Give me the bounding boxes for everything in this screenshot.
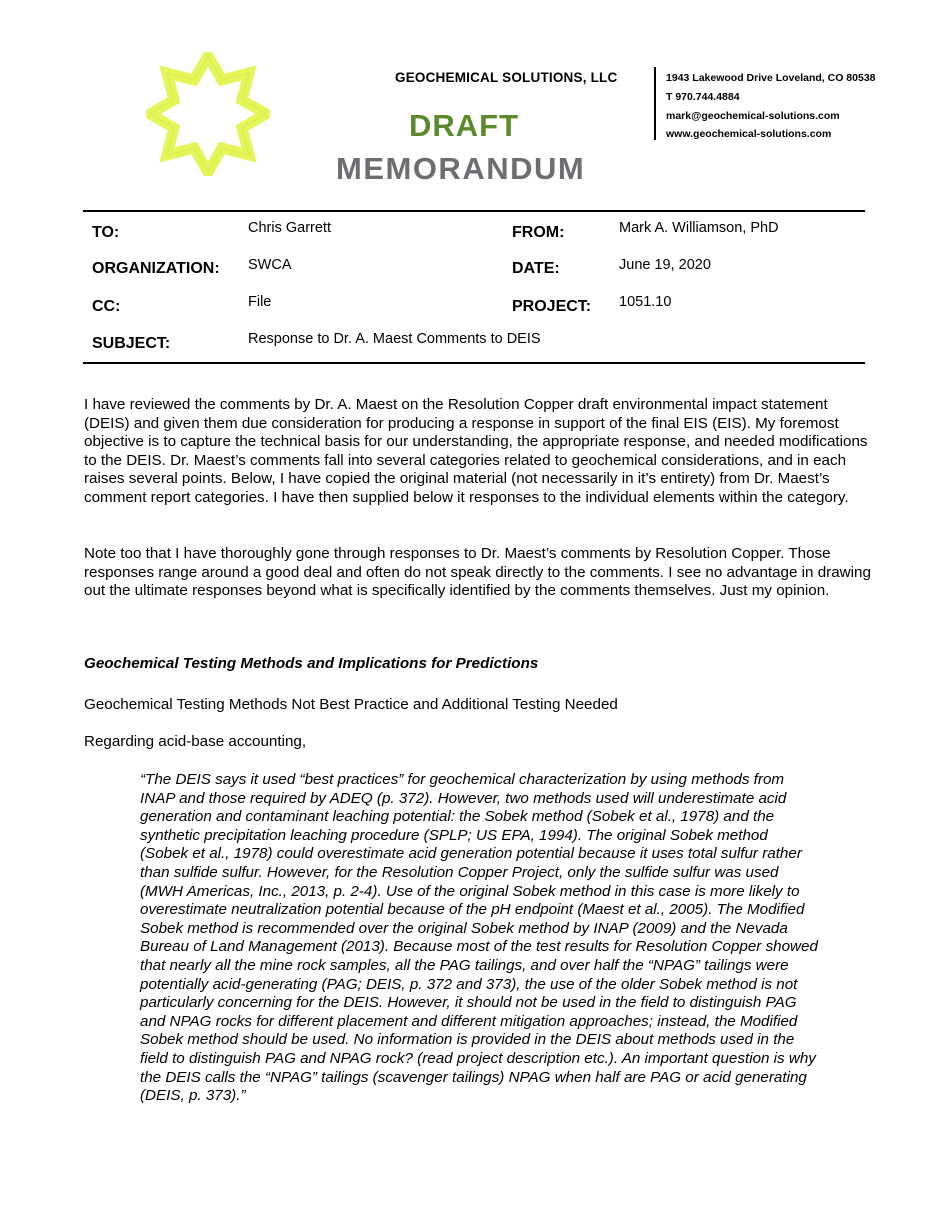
cc-label: CC: (92, 298, 121, 315)
organization-value: SWCA (248, 257, 292, 273)
contact-email: mark@geochemical-solutions.com (666, 109, 840, 122)
draft-label: DRAFT (409, 108, 520, 143)
contact-block (666, 69, 876, 144)
organization-label: ORGANIZATION: (92, 260, 220, 277)
memo-title: MEMORANDUM (336, 151, 586, 186)
contact-address: 1943 Lakewood Drive Loveland, CO 80538 (666, 72, 876, 84)
cc-value: File (248, 294, 272, 310)
date-value: June 19, 2020 (619, 257, 711, 273)
subheading: Geochemical Testing Methods Not Best Practice and Additional Testing Needed (84, 696, 618, 713)
from-label: FROM: (512, 224, 565, 241)
project-label: PROJECT: (512, 298, 592, 315)
to-value: Chris Garrett (248, 220, 331, 236)
subject-value: Response to Dr. A. Maest Comments to DEIS (248, 331, 541, 347)
section-heading: Geochemical Testing Methods and Implications for Predictions (84, 655, 539, 672)
contact-phone: T 970.744.4884 (666, 90, 740, 103)
block-quote: “The DEIS says it used “best practices” for geochemical characterization by using methods from INAP and those required by ADEQ (p. 372). However, two methods used will underestimate acid generation and contaminant leaching potential: the Sobek method (Sobek et al., 1978) and the synthetic precipitation leaching procedure (SPLP; US EPA, 1994). The original Sobek method (Sobek et al., 1978) could overestimate acid generation potential because it uses total sulfur rather than sulfide sulfur. However, for the Resolution Copper Project, only the sulfide sulfur was used (MWH Americas, Inc., 2013, p. 2-4). Use of the original Sobek method in this case is more likely to overestimate neutralization potential because of the pH endpoint (Maest et al., 2005). The Modified Sobek method is recommended over the original Sobek method by INAP (2009) and the Nevada Bureau of Land Management (2013). Because most of the test results for Resolution Copper showed that nearly all the mine rock samples, all the PAG tailings, and over half the “NPAG” tailings were potentially acid-generating (PAG; DEIS, p. 372 and 373), the use of the older Sobek method is not particularly concerning for the DEIS. However, it should not be used in the field to distinguish PAG and NPAG rocks for different placement and different mitigation approaches; instead, the Modified Sobek method should be used. No information is provided in the DEIS about methods used in the field to distinguish PAG and NPAG rock? (read project description etc.). An important question is why the DEIS calls the “NPAG” tailings (scavenger tailings) NPAG when half are PAG or acid generating (DEIS, p. 373).” (140, 771, 818, 1105)
from-value: Mark A. Williamson, PhD (619, 220, 779, 236)
contact-website: www.geochemical-solutions.com (666, 128, 832, 141)
project-value: 1051.10 (619, 294, 672, 310)
company-name: GEOCHEMICAL SOLUTIONS, LLC (395, 70, 618, 85)
star-logo-icon (146, 52, 270, 176)
body-paragraph-1: I have reviewed the comments by Dr. A. Maest on the Resolution Copper draft environmental impact statement (DEIS) and given them due consideration for producing a response in support of the final EIS (EIS). My foremost objective is to capture the technical basis for our understanding, the appropriate response, and needed modifications to the DEIS. Dr. Maest’s comments fall into several categories related to geochemical considerations, and in each raises several points. Below, I have copied the original material (not necessarily in it’s entirety) from Dr. Maest’s comment report categories. I have then supplied below it responses to the individual elements within the category. (84, 396, 868, 506)
body-paragraph-2: Note too that I have thoroughly gone through responses to Dr. Maest’s comments by Resolution Copper. Those responses range around a good deal and often do not speak directly to the comments. I see no advantage in drawing out the ultimate responses beyond what is specifically identified by the comments themselves. Just my opinion. (84, 545, 871, 600)
regarding-line: Regarding acid-base accounting, (84, 733, 307, 750)
header-divider (654, 67, 656, 140)
to-label: TO: (92, 224, 120, 241)
date-label: DATE: (512, 260, 560, 277)
subject-label: SUBJECT: (92, 335, 171, 352)
memo-header-table (83, 210, 865, 364)
